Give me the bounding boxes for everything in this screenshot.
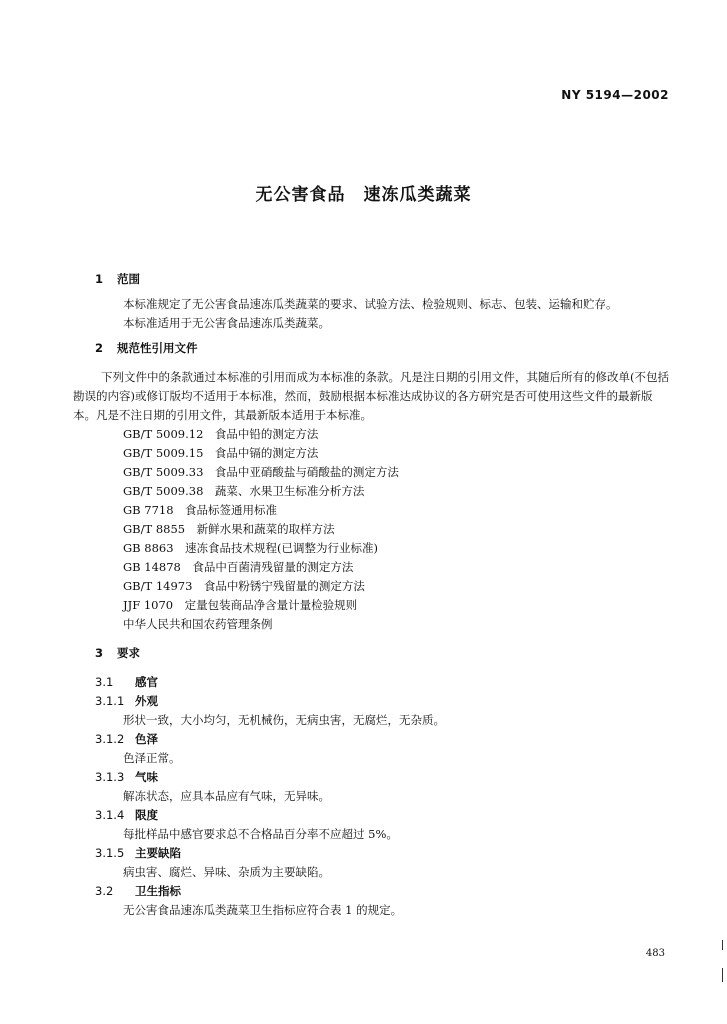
paragraph: 本标准适用于无公害食品速冻瓜类蔬菜。 (123, 316, 330, 330)
reference-item: JJF 1070 定量包装商品净含量计量检验规则 (123, 598, 358, 612)
subsection-title: 感官 (135, 675, 158, 689)
section-heading-normative-references (95, 339, 675, 358)
paragraph: 本标准规定了无公害食品速冻瓜类蔬菜的要求、试验方法、检验规则、标志、包装、运输和贮存。 (123, 297, 618, 311)
subsection-number: 3.1.1 (95, 694, 125, 708)
reference-item: GB/T 5009.12 食品中铅的测定方法 (123, 427, 319, 441)
subsection-heading-sensory (95, 673, 675, 692)
subsection-title: 色泽 (135, 732, 158, 746)
subsection-heading-odor (95, 768, 675, 787)
subsection-title: 外观 (135, 694, 158, 708)
section-title: 范围 (117, 272, 140, 286)
paragraph: 色泽正常。 (123, 751, 181, 765)
scan-margin-mark (722, 940, 723, 950)
reference-item: GB 14878 食品中百菌清残留量的测定方法 (123, 560, 354, 574)
paragraph: 每批样品中感官要求总不合格品百分率不应超过 5%。 (123, 827, 398, 841)
section-heading-requirements (95, 644, 675, 663)
paragraph: 无公害食品速冻瓜类蔬菜卫生指标应符合表 1 的规定。 (123, 903, 403, 917)
subsection-title: 气味 (135, 770, 158, 784)
reference-list (95, 425, 675, 634)
reference-item: GB/T 5009.38 蔬菜、水果卫生标准分析方法 (123, 484, 365, 498)
subsection-heading-appearance (95, 692, 675, 711)
page-number: 483 (645, 948, 665, 959)
subsection-title: 主要缺陷 (135, 846, 181, 860)
section-title: 要求 (117, 646, 140, 660)
subsection-number: 3.1.5 (95, 846, 125, 860)
document-body (73, 270, 675, 920)
subsection-number: 3.1 (95, 675, 114, 689)
paragraph: 解冻状态，应具本品应有气味，无异味。 (123, 789, 330, 803)
section-title: 规范性引用文件 (117, 341, 198, 355)
standard-code: NY 5194—2002 (561, 88, 669, 102)
subsection-heading-tolerance (95, 806, 675, 825)
subsection-heading-major-defects (95, 844, 675, 863)
reference-item: GB/T 8855 新鲜水果和蔬菜的取样方法 (123, 522, 335, 536)
paragraph: 下列文件中的条款通过本标准的引用而成为本标准的条款。凡是注日期的引用文件，其随后所有的修改单(不包括勘误的内容)或修订版均不适用于本标准，然而，鼓励根据本标准达成协议的各方研究是否可使用这些文件的最新版本。凡是不注日期的引用文件，其最新版本适用于本标准。 (73, 370, 669, 422)
section-number: 3 (95, 646, 104, 660)
reference-item: GB/T 5009.33 食品中亚硝酸盐与硝酸盐的测定方法 (123, 465, 399, 479)
paragraph: 形状一致，大小均匀，无机械伤，无病虫害，无腐烂，无杂质。 (123, 713, 445, 727)
document-title: 无公害食品 速冻瓜类蔬菜 (255, 185, 472, 205)
scan-margin-mark (722, 968, 723, 982)
reference-item: GB 7718 食品标签通用标准 (123, 503, 278, 517)
subsection-number: 3.1.4 (95, 808, 125, 822)
subsection-heading-color (95, 730, 675, 749)
section-number: 1 (95, 272, 104, 286)
reference-item: GB 8863 速冻食品技术规程(已调整为行业标准) (123, 541, 379, 555)
subsection-number: 3.1.2 (95, 732, 125, 746)
subsection-number: 3.1.3 (95, 770, 125, 784)
paragraph: 病虫害、腐烂、异味、杂质为主要缺陷。 (123, 865, 330, 879)
reference-item: GB/T 5009.15 食品中镉的测定方法 (123, 446, 319, 460)
subsection-title: 卫生指标 (135, 884, 181, 898)
subsection-number: 3.2 (95, 884, 114, 898)
section-heading-scope (95, 270, 675, 289)
reference-item: 中华人民共和国农药管理条例 (123, 617, 273, 631)
subsection-heading-hygiene (95, 882, 675, 901)
reference-item: GB/T 14973 食品中粉锈宁残留量的测定方法 (123, 579, 365, 593)
subsection-title: 限度 (135, 808, 158, 822)
section-number: 2 (95, 341, 104, 355)
